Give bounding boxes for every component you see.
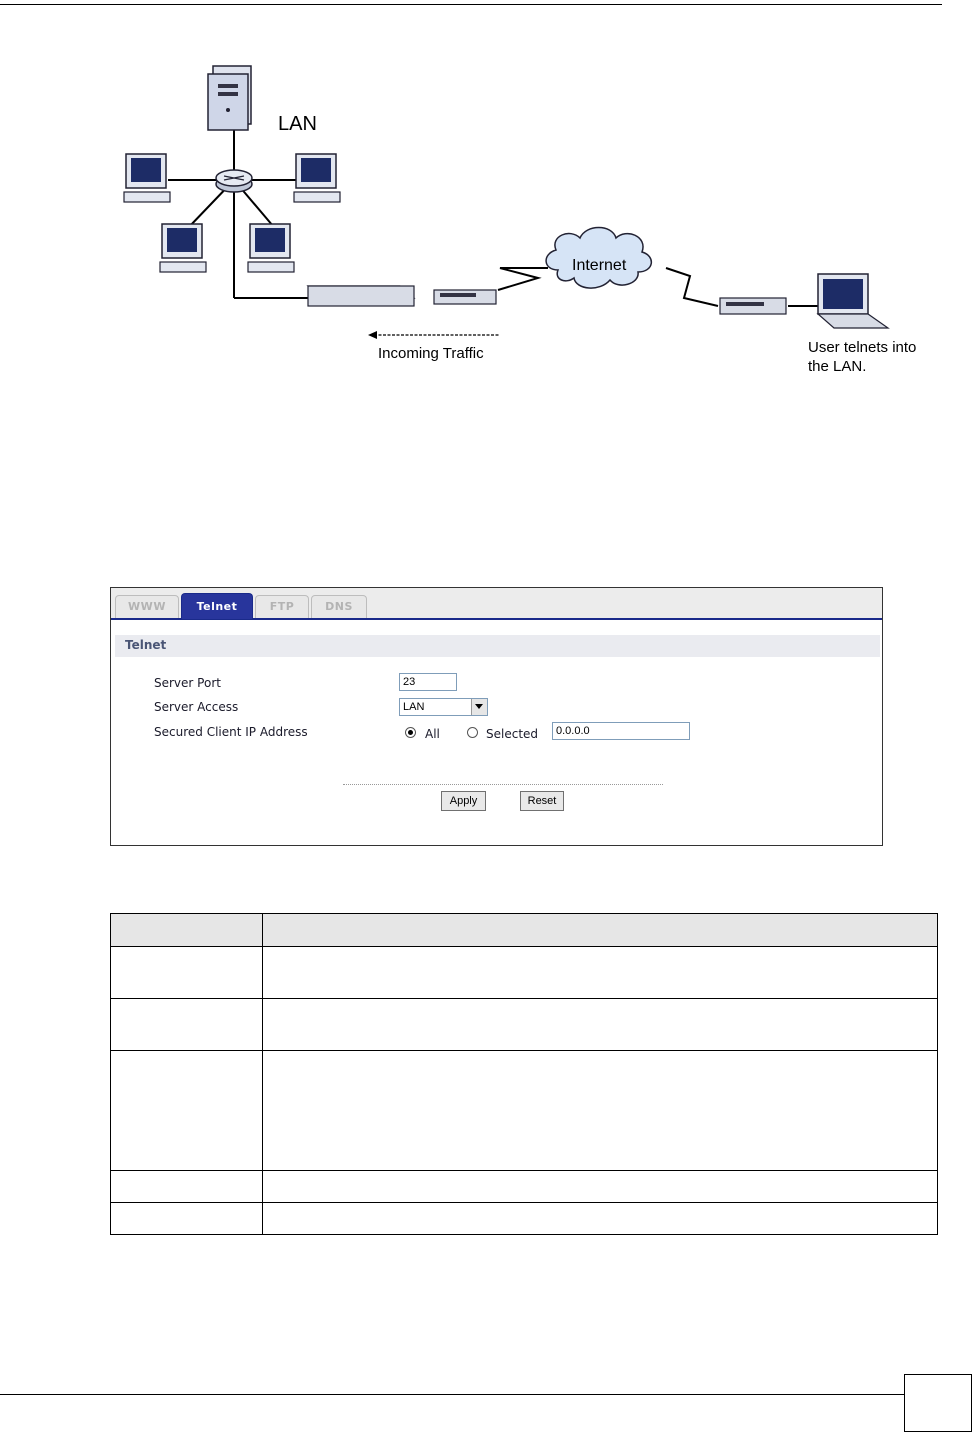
computer-icon — [160, 224, 206, 272]
radio-all-label: All — [425, 727, 440, 741]
radio-selected-label: Selected — [486, 727, 539, 741]
server-port-label: Server Port — [154, 676, 221, 690]
table-row — [111, 1203, 938, 1235]
server-access-label: Server Access — [154, 700, 239, 714]
table-row — [111, 1051, 938, 1171]
modem-icon — [720, 298, 786, 314]
computer-icon — [124, 154, 170, 202]
modem-icon — [434, 290, 496, 304]
table-row — [111, 999, 938, 1051]
internet-label: Internet — [572, 257, 627, 274]
header-rule — [0, 4, 942, 5]
server-icon — [208, 66, 251, 130]
radio-all[interactable] — [405, 727, 416, 738]
tab-dns[interactable]: DNS — [311, 595, 367, 618]
laptop-icon — [818, 274, 888, 328]
user-label-line2: the LAN. — [808, 358, 867, 373]
device-icon — [308, 286, 414, 306]
footer-rule — [0, 1394, 904, 1395]
table-header-cell — [263, 914, 938, 947]
client-ip-input[interactable]: 0.0.0.0 — [552, 722, 690, 740]
tab-ftp[interactable]: FTP — [255, 595, 309, 618]
tab-bar — [111, 588, 882, 620]
telnet-screen — [110, 587, 883, 846]
tab-www[interactable]: WWW — [115, 595, 179, 618]
computer-icon — [248, 224, 294, 272]
chevron-down-icon[interactable] — [471, 699, 487, 715]
section-title: Telnet — [125, 638, 167, 652]
table-row — [111, 1171, 938, 1203]
page-number-box — [904, 1374, 972, 1432]
lan-label: LAN — [278, 113, 317, 135]
incoming-label: Incoming Traffic — [378, 345, 484, 362]
server-access-select[interactable] — [399, 698, 488, 716]
table-header-row — [111, 914, 938, 947]
reset-button[interactable]: Reset — [520, 791, 564, 811]
server-port-input[interactable]: 23 — [399, 673, 457, 691]
computer-icon — [294, 154, 340, 202]
incoming-arrow-icon — [368, 331, 500, 339]
tab-telnet[interactable]: Telnet — [181, 593, 253, 619]
server-access-value: LAN — [403, 701, 425, 713]
user-label-line1: User telnets into — [808, 339, 917, 356]
table-row — [111, 947, 938, 999]
radio-selected[interactable] — [467, 727, 478, 738]
table-header-cell — [111, 914, 263, 947]
secured-client-label: Secured Client IP Address — [154, 725, 308, 739]
field-table — [110, 913, 938, 1235]
network-diagram — [118, 58, 930, 373]
apply-button[interactable]: Apply — [441, 791, 486, 811]
divider — [343, 784, 663, 785]
section-header — [115, 635, 880, 657]
router-icon — [216, 170, 252, 192]
